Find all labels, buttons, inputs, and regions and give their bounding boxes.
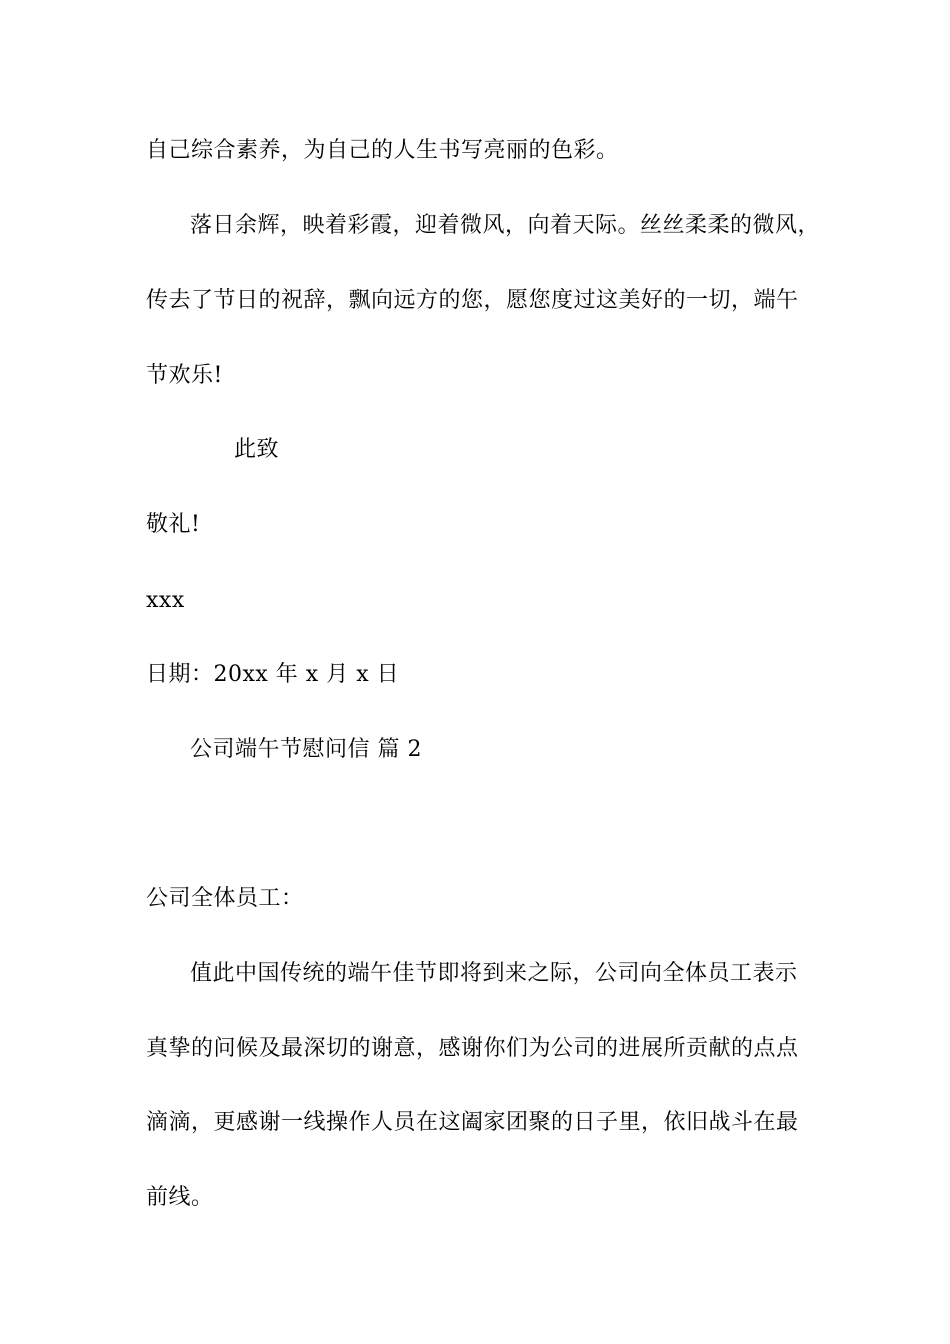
closing-regards: 敬礼! [146,512,201,537]
closing-salutation: 此致 [234,437,280,462]
paragraph-line: 值此中国传统的端午佳节即将到来之际，公司向全体员工表示 [190,961,798,986]
paragraph-line: 落日余辉，映着彩霞，迎着微风，向着天际。丝丝柔柔的微风， [190,213,821,238]
section-heading: 公司端午节慰问信 篇 2 [190,737,422,762]
paragraph-line: 滴滴，更感谢一线操作人员在这阖家团聚的日子里，依旧战斗在最 [146,1110,799,1135]
paragraph-line: 真挚的问候及最深切的谢意，感谢你们为公司的进展所贡献的点点 [146,1036,799,1061]
date-line: 日期：20xx 年 x 月 x 日 [146,662,400,687]
paragraph-line: 自己综合素养，为自己的人生书写亮丽的色彩。 [146,138,619,163]
paragraph-line: 节欢乐! [146,363,223,388]
paragraph-line: 传去了节日的祝辞，飘向远方的您，愿您度过这美好的一切，端午 [146,288,799,313]
paragraph-line: 前线。 [146,1185,214,1210]
signature: xxx [146,588,185,613]
greeting: 公司全体员工： [146,886,304,911]
